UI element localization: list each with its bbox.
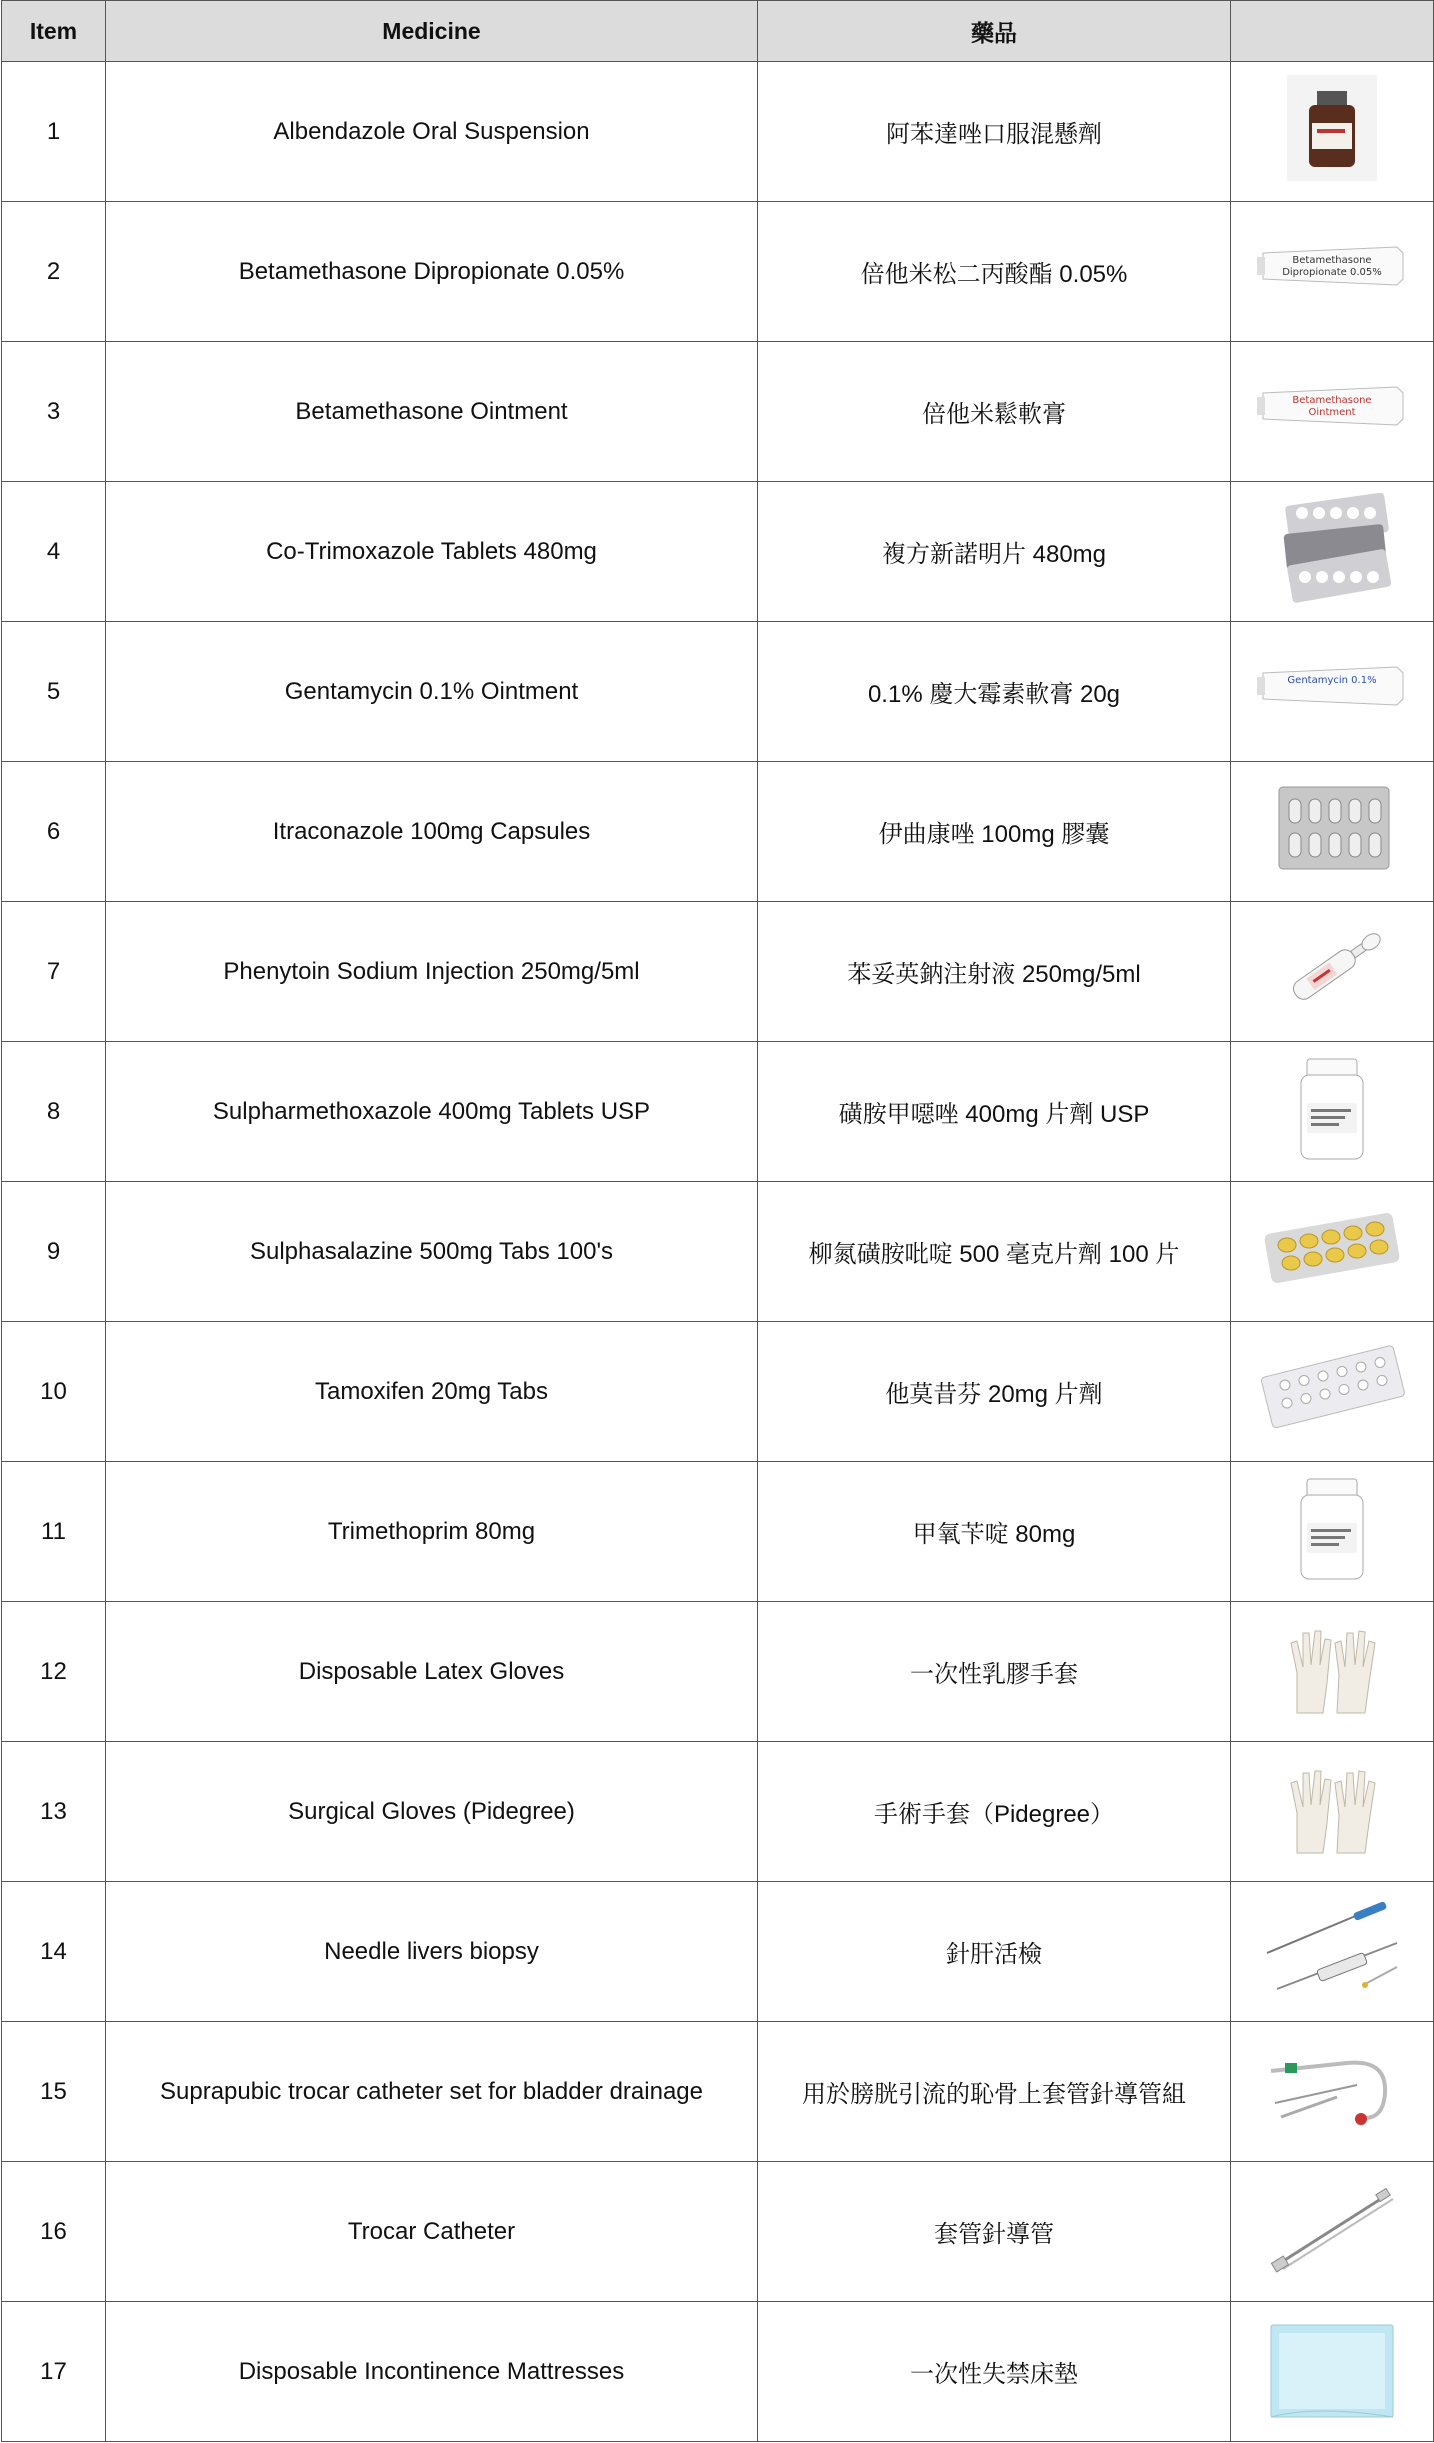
medicine-name-chinese: 針肝活檢	[758, 1882, 1231, 2022]
medicine-name-chinese: 柳氮磺胺吡啶 500 毫克片劑 100 片	[758, 1182, 1231, 1322]
item-number: 11	[2, 1462, 106, 1602]
ampoule-icon	[1257, 913, 1407, 1023]
table-row	[2, 2302, 1434, 2442]
tube-label-text: Dipropionate 0.05%	[1282, 267, 1382, 278]
medicine-name-chinese: 倍他米松二丙酸酯 0.05%	[758, 202, 1231, 342]
medicine-name-chinese: 伊曲康唑 100mg 膠囊	[758, 762, 1231, 902]
product-image-cell	[1231, 1742, 1434, 1882]
item-number: 9	[2, 1182, 106, 1322]
medicine-name: Sulphasalazine 500mg Tabs 100's	[106, 1182, 758, 1322]
medicine-name-chinese: 磺胺甲噁唑 400mg 片劑 USP	[758, 1042, 1231, 1182]
table-row	[2, 202, 1434, 342]
table-row	[2, 1042, 1434, 1182]
tube-icon	[1257, 633, 1407, 743]
medicine-name-chinese: 阿苯達唑口服混懸劑	[758, 62, 1231, 202]
medicine-table	[1, 0, 1434, 2442]
medicine-name: Itraconazole 100mg Capsules	[106, 762, 758, 902]
medicine-name: Betamethasone Dipropionate 0.05%	[106, 202, 758, 342]
item-number: 2	[2, 202, 106, 342]
table-row	[2, 1182, 1434, 1322]
blister-strip-icon	[1257, 1333, 1407, 1443]
medicine-name-chinese: 一次性失禁床墊	[758, 2302, 1231, 2442]
medicine-name-chinese: 甲氧苄啶 80mg	[758, 1462, 1231, 1602]
bottle-icon	[1257, 73, 1407, 183]
product-image-cell	[1231, 202, 1434, 342]
item-number: 8	[2, 1042, 106, 1182]
medicine-name: Co-Trimoxazole Tablets 480mg	[106, 482, 758, 622]
product-image-cell	[1231, 2022, 1434, 2162]
medicine-name: Disposable Latex Gloves	[106, 1602, 758, 1742]
header-chinese: 藥品	[758, 1, 1231, 62]
medicine-name: Albendazole Oral Suspension	[106, 62, 758, 202]
medicine-name: Tamoxifen 20mg Tabs	[106, 1322, 758, 1462]
medicine-name-chinese: 倍他米鬆軟膏	[758, 342, 1231, 482]
table-row	[2, 1462, 1434, 1602]
medicine-name-chinese: 套管針導管	[758, 2162, 1231, 2302]
medicine-name: Disposable Incontinence Mattresses	[106, 2302, 758, 2442]
product-image-cell	[1231, 2162, 1434, 2302]
medicine-name: Betamethasone Ointment	[106, 342, 758, 482]
product-image-cell	[1231, 1182, 1434, 1322]
item-number: 13	[2, 1742, 106, 1882]
table-row	[2, 1602, 1434, 1742]
medicine-name: Trimethoprim 80mg	[106, 1462, 758, 1602]
item-number: 10	[2, 1322, 106, 1462]
header-row	[2, 1, 1434, 62]
item-number: 16	[2, 2162, 106, 2302]
medicine-name-chinese: 苯妥英鈉注射液 250mg/5ml	[758, 902, 1231, 1042]
item-number: 6	[2, 762, 106, 902]
table-row	[2, 2022, 1434, 2162]
table-row	[2, 2162, 1434, 2302]
tube-label-text: Betamethasone	[1292, 395, 1372, 406]
table-row	[2, 762, 1434, 902]
item-number: 5	[2, 622, 106, 762]
biopsy-needle-icon	[1257, 1893, 1407, 2003]
tube-label-text: Ointment	[1308, 407, 1356, 418]
tube-label-text: Gentamycin 0.1%	[1287, 675, 1377, 686]
table-row	[2, 1322, 1434, 1462]
medicine-name: Surgical Gloves (Pidegree)	[106, 1742, 758, 1882]
capsule-blister-icon	[1257, 773, 1407, 883]
table-row	[2, 342, 1434, 482]
item-number: 14	[2, 1882, 106, 2022]
pill-bottle-icon	[1257, 1053, 1407, 1163]
product-image-cell	[1231, 2302, 1434, 2442]
product-image-cell	[1231, 1042, 1434, 1182]
header-medicine: Medicine	[106, 1, 758, 62]
item-number: 3	[2, 342, 106, 482]
product-image-cell	[1231, 1462, 1434, 1602]
underpad-icon	[1257, 2313, 1407, 2423]
gloves-icon	[1257, 1753, 1407, 1863]
table-row	[2, 62, 1434, 202]
medicine-name: Needle livers biopsy	[106, 1882, 758, 2022]
medicine-name: Phenytoin Sodium Injection 250mg/5ml	[106, 902, 758, 1042]
blister-pack-icon	[1257, 493, 1407, 603]
product-image-cell	[1231, 62, 1434, 202]
medicine-name: Suprapubic trocar catheter set for bladder drainage	[106, 2022, 758, 2162]
tube-icon	[1257, 353, 1407, 463]
product-image-cell	[1231, 1322, 1434, 1462]
yellow-tablets-icon	[1257, 1193, 1407, 1303]
pill-bottle-icon	[1257, 1473, 1407, 1583]
medicine-name-chinese: 手術手套（Pidegree）	[758, 1742, 1231, 1882]
item-number: 15	[2, 2022, 106, 2162]
item-number: 12	[2, 1602, 106, 1742]
item-number: 1	[2, 62, 106, 202]
medicine-name-chinese: 一次性乳膠手套	[758, 1602, 1231, 1742]
product-image-cell	[1231, 902, 1434, 1042]
table-row	[2, 622, 1434, 762]
item-number: 4	[2, 482, 106, 622]
header-image	[1231, 1, 1434, 62]
tube-label-text: Betamethasone	[1292, 255, 1372, 266]
catheter-set-icon	[1257, 2033, 1407, 2143]
product-image-cell	[1231, 482, 1434, 622]
table-row	[2, 482, 1434, 622]
medicine-name-chinese: 用於膀胱引流的恥骨上套管針導管組	[758, 2022, 1231, 2162]
product-image-cell	[1231, 1602, 1434, 1742]
trocar-icon	[1257, 2173, 1407, 2283]
product-image-cell	[1231, 762, 1434, 902]
table-row	[2, 902, 1434, 1042]
medicine-name-chinese: 複方新諾明片 480mg	[758, 482, 1231, 622]
item-number: 7	[2, 902, 106, 1042]
medicine-name-chinese: 他莫昔芬 20mg 片劑	[758, 1322, 1231, 1462]
medicine-name-chinese: 0.1% 慶大霉素軟膏 20g	[758, 622, 1231, 762]
tube-icon	[1257, 213, 1407, 323]
header-item: Item	[2, 1, 106, 62]
medicine-name: Trocar Catheter	[106, 2162, 758, 2302]
table-row	[2, 1742, 1434, 1882]
medicine-name: Gentamycin 0.1% Ointment	[106, 622, 758, 762]
product-image-cell	[1231, 622, 1434, 762]
medicine-name: Sulpharmethoxazole 400mg Tablets USP	[106, 1042, 758, 1182]
gloves-icon	[1257, 1613, 1407, 1723]
item-number: 17	[2, 2302, 106, 2442]
table-row	[2, 1882, 1434, 2022]
product-image-cell	[1231, 1882, 1434, 2022]
product-image-cell	[1231, 342, 1434, 482]
